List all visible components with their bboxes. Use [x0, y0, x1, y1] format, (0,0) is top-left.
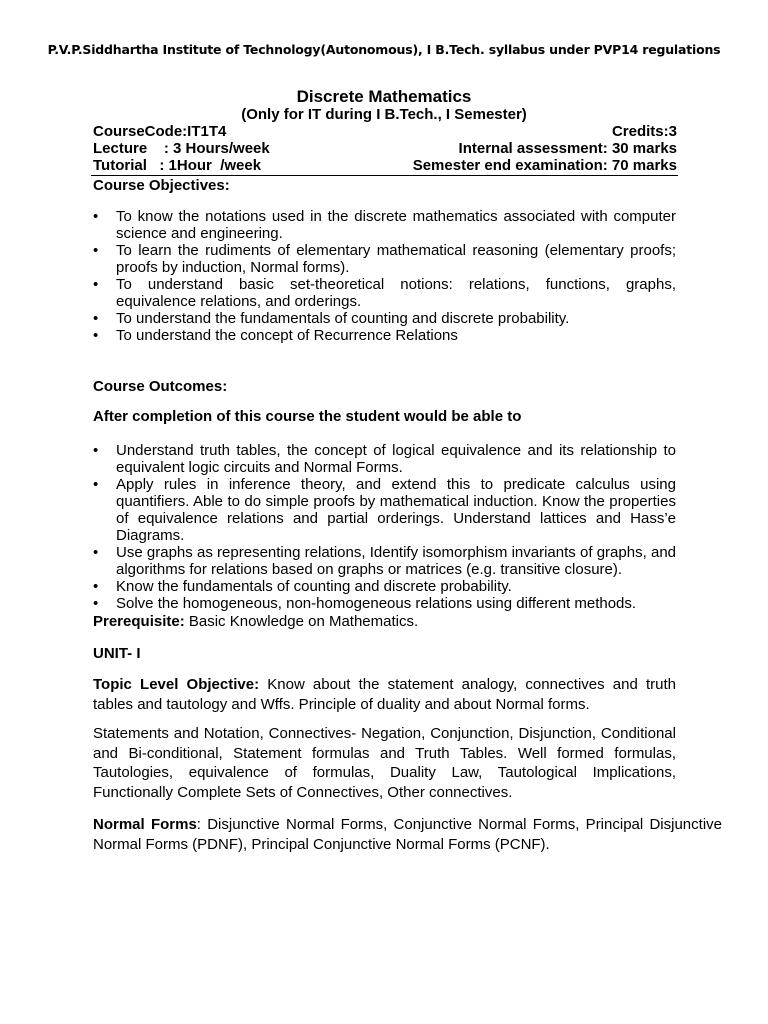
meta-row-code — [93, 123, 677, 140]
normal-forms-text: : Disjunctive Normal Forms, Conjunctive Normal Forms, Principal Disjunctive Normal Forms (PDNF), Principal Conjunctive Normal Forms (PCNF). — [93, 816, 722, 853]
outcome-item: • Understand truth tables, the concept of logical equivalence and its relationship to equivalent logic circuits and Normal Forms. — [93, 442, 676, 476]
normal-forms-paragraph — [93, 815, 722, 854]
objective-item: • To understand basic set-theoretical notions: relations, functions, graphs, equivalence relations, and orderings. — [93, 276, 676, 310]
semester-end-exam: Semester end examination: 70 marks — [412, 157, 677, 174]
objectives-list — [93, 208, 676, 344]
course-code: CourseCode:IT1T4 — [93, 123, 227, 140]
outcomes-intro: After completion of this course the student would be able to — [93, 408, 522, 425]
prerequisite-label: Prerequisite: — [93, 613, 185, 630]
course-subtitle: (Only for IT during I B.Tech., I Semester) — [241, 106, 527, 123]
outcomes-list — [93, 442, 676, 612]
course-title: Discrete Mathematics — [296, 87, 472, 106]
outcomes-heading: Course Outcomes: — [93, 378, 228, 395]
meta-row-tutorial — [93, 157, 677, 174]
tlo-label: Topic Level Objective: — [93, 676, 260, 693]
internal-assessment: Internal assessment: 30 marks — [458, 140, 677, 157]
objectives-heading: Course Objectives: — [93, 177, 230, 194]
meta-row-lecture — [93, 140, 677, 157]
unit-topics: Statements and Notation, Connectives- Negation, Conjunction, Disjunction, Conditional and Bi-conditional, Statement formulas and Truth Tables. Well formed formulas, Tautologies, equivalence of formulas, Duality Law, Tautological Implications, Functionally Complete Sets of Connectives, Other connectives. — [93, 725, 676, 801]
topic-level-objective — [93, 675, 676, 714]
course-credits: Credits:3 — [611, 123, 677, 140]
objective-item: • To know the notations used in the discrete mathematics associated with computer science and engineering. — [93, 208, 676, 242]
outcome-item: • Know the fundamentals of counting and discrete probability. — [93, 578, 512, 595]
normal-forms-label: Normal Forms — [93, 816, 197, 833]
unit-heading: UNIT- I — [93, 645, 141, 662]
objective-item: • To understand the concept of Recurrence Relations — [93, 327, 458, 344]
prerequisite — [93, 613, 676, 630]
outcome-item: • Solve the homogeneous, non-homogeneous relations using different methods. — [93, 595, 637, 612]
tutorial-hours: Tutorial : 1Hour /week — [93, 157, 262, 174]
objective-item: • To learn the rudiments of elementary mathematical reasoning (elementary proofs; proofs by induction, Normal forms). — [93, 242, 676, 276]
page-header: P.V.P.Siddhartha Institute of Technology(Autonomous), I B.Tech. syllabus under PVP14 regulations — [47, 42, 721, 57]
lecture-hours: Lecture : 3 Hours/week — [93, 140, 270, 157]
prerequisite-text: Basic Knowledge on Mathematics. — [184, 613, 419, 630]
outcomes-list-container — [93, 442, 676, 612]
outcome-item: • Use graphs as representing relations, Identify isomorphism invariants of graphs, and algorithms for relations based on graphs or matrices (e.g. transitive closure). — [93, 544, 676, 578]
header-divider — [91, 175, 678, 176]
tlo-text: Know about the statement analogy, connectives and truth tables and tautology and Wffs. Principle of duality and about Normal forms. — [93, 676, 676, 713]
outcome-item: • Apply rules in inference theory, and extend this to predicate calculus using quantifiers. Able to do simple proofs by mathematical induction. Know the properties of equivalence relations and partial orderings. Understand lattices and Hass’e Diagrams. — [93, 476, 676, 544]
objective-item: • To understand the fundamentals of counting and discrete probability. — [93, 310, 570, 327]
course-meta — [93, 123, 677, 174]
objectives-list-container — [93, 208, 676, 344]
